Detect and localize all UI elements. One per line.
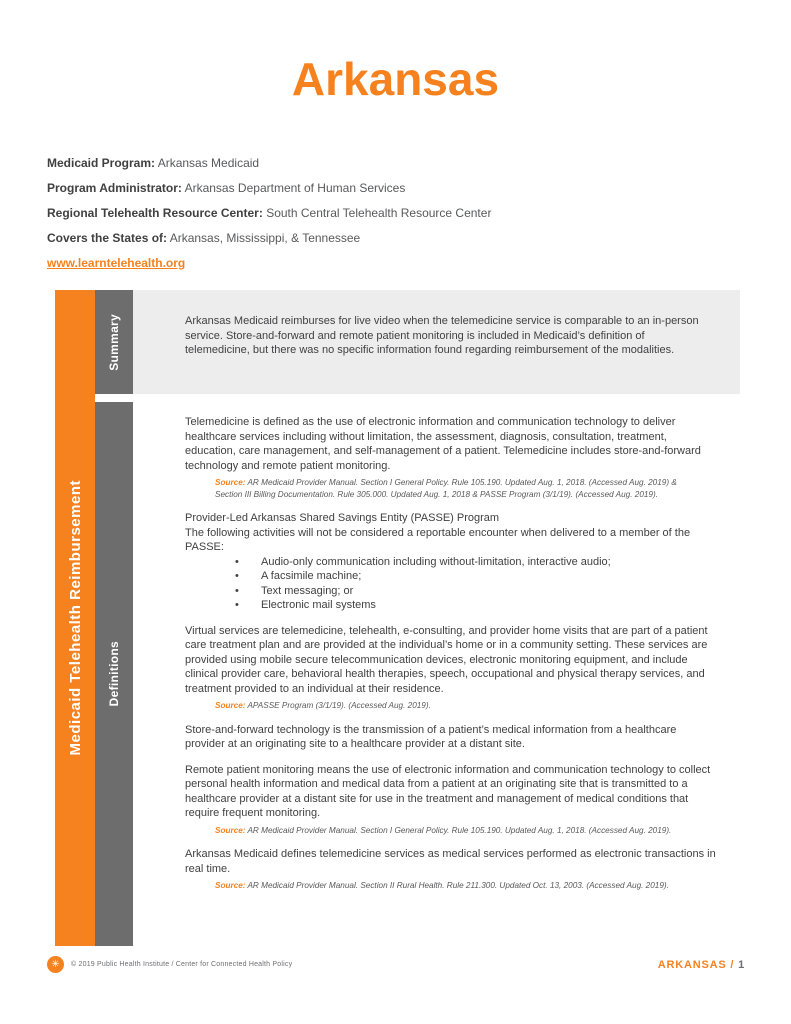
footer-page-number: 1: [738, 958, 745, 971]
source-text: APASSE Program (3/1/19). (Accessed Aug. 2019).: [247, 701, 431, 710]
source-label: Source:: [215, 701, 246, 710]
source-label: Source:: [215, 825, 246, 835]
summary-text: Arkansas Medicaid reimburses for live video when the telemedicine service is comparable to an in-person service. Store-and-forward and remote patient monitoring is included in Medicaid’s definition of telemedicine, but there was no specific information found regarding reimbursement of the modalities.: [185, 315, 699, 356]
list-item: • Text messaging; or: [235, 584, 716, 599]
definition-store-and-forward: Store-and-forward technology is the transmission of a patient’s medical information from a healthcare provider at an originating site to a healthcare provider at a distant site.: [185, 723, 677, 750]
meta-block: [47, 156, 491, 281]
meta-line-medicaid-program: [47, 156, 491, 171]
source-citation-3: [215, 825, 716, 837]
summary-section: [95, 290, 740, 394]
tab-summary-label: Summary: [107, 313, 121, 371]
meta-label: Regional Telehealth Resource Center:: [47, 206, 263, 220]
copyright-text: © 2019 Public Health Institute / Center for Connected Health Policy: [71, 961, 293, 968]
source-label: Source:: [215, 881, 246, 890]
meta-value: Arkansas, Mississippi, & Tennessee: [169, 231, 361, 245]
definition-telemedicine: Telemedicine is defined as the use of electronic information and communication technology to deliver healthcare services including without limitation, the assessment, diagnosis, consultation, treatment, education, care management, and self-management of a patient. Telemedicine includes store-and-forward technology and remote patient monitoring.: [185, 416, 701, 472]
meta-line-resource-center: [47, 206, 491, 221]
list-item: • Audio-only communication including without-limitation, interactive audio;: [235, 555, 716, 570]
source-citation-4: [215, 880, 716, 892]
tab-definitions: [95, 402, 133, 946]
list-item: • A facsimile machine;: [235, 569, 716, 584]
page-footer: [47, 956, 745, 973]
definitions-content: [133, 402, 740, 946]
meta-value: Arkansas Department of Human Services: [184, 181, 406, 195]
source-text: AR Medicaid Provider Manual. Section I General Policy. Rule 105.190. Updated Aug. 1, 2018. (Accessed Aug. 2019).: [247, 825, 672, 835]
cchp-sunburst-logo-icon: ✳: [47, 956, 64, 973]
learntelehealth-link[interactable]: www.learntelehealth.org: [47, 256, 186, 270]
tab-summary: [95, 290, 133, 394]
reimbursement-panel: [55, 290, 740, 946]
page-indicator: [658, 959, 745, 971]
tab-definitions-label: Definitions: [107, 641, 121, 707]
list-item: • Electronic mail systems: [235, 598, 716, 613]
source-text: AR Medicaid Provider Manual. Section I General Policy. Rule 105.190. Updated Aug. 1, 2018. (Accessed Aug. 2019) & Section III Billing Documentation. Rule 305.000. Updated Aug. 1, 2018 & PASSE Program (3/1/19). (Accessed Aug. 2019).: [215, 478, 677, 499]
footer-branding: [47, 956, 292, 973]
source-label: Source:: [215, 478, 246, 487]
definitions-section: [95, 402, 740, 946]
source-citation-1: [215, 477, 716, 500]
definition-remote-patient-monitoring: Remote patient monitoring means the use of electronic information and communication technology to collect personal health information and medical data from a patient at an originating site that is transmitted to a healthcare provider at a distant site for use in the treatment and management of medical conditions that require frequent monitoring.: [185, 763, 711, 819]
meta-line-covered-states: [47, 231, 491, 246]
meta-line-program-administrator: [47, 181, 491, 196]
passe-program-intro: The following activities will not be considered a reportable encounter when delivered to a member of the PASSE:: [185, 526, 691, 553]
footer-separator: /: [726, 958, 739, 971]
meta-line-link: [47, 256, 491, 271]
category-rail-label: Medicaid Telehealth Reimbursement: [66, 480, 84, 756]
footer-state-label: ARKANSAS: [657, 958, 727, 971]
source-citation-2: [215, 700, 716, 712]
definition-telemedicine-services: Arkansas Medicaid defines telemedicine services as medical services performed as electronic transactions in real time.: [185, 848, 716, 875]
summary-content: [133, 290, 740, 394]
meta-value: South Central Telehealth Resource Center: [266, 206, 492, 220]
page-title: Arkansas: [291, 53, 500, 105]
passe-exclusions-list: [235, 555, 716, 613]
definition-virtual-services: Virtual services are telemedicine, telehealth, e-consulting, and provider home visits that are part of a patient care treatment plan and are provided at the individual’s home or in a community setting. These services are provided using mobile secure telecommunication devices, electronic monitoring equipment, and include clinical provider care, behavioral health therapies, speech, occupational and physical therapy services, and treatment provided to an individual at their residence.: [185, 624, 708, 695]
meta-label: Program Administrator:: [47, 181, 182, 195]
source-text: AR Medicaid Provider Manual. Section II Rural Health. Rule 211.300. Updated Oct. 13, 2003. (Accessed Aug. 2019).: [247, 881, 669, 890]
meta-value: Arkansas Medicaid: [157, 156, 260, 170]
category-rail: [55, 290, 95, 946]
meta-label: Covers the States of:: [47, 231, 168, 245]
passe-program-heading: Provider-Led Arkansas Shared Savings Entity (PASSE) Program: [185, 512, 500, 524]
meta-label: Medicaid Program:: [47, 156, 156, 170]
